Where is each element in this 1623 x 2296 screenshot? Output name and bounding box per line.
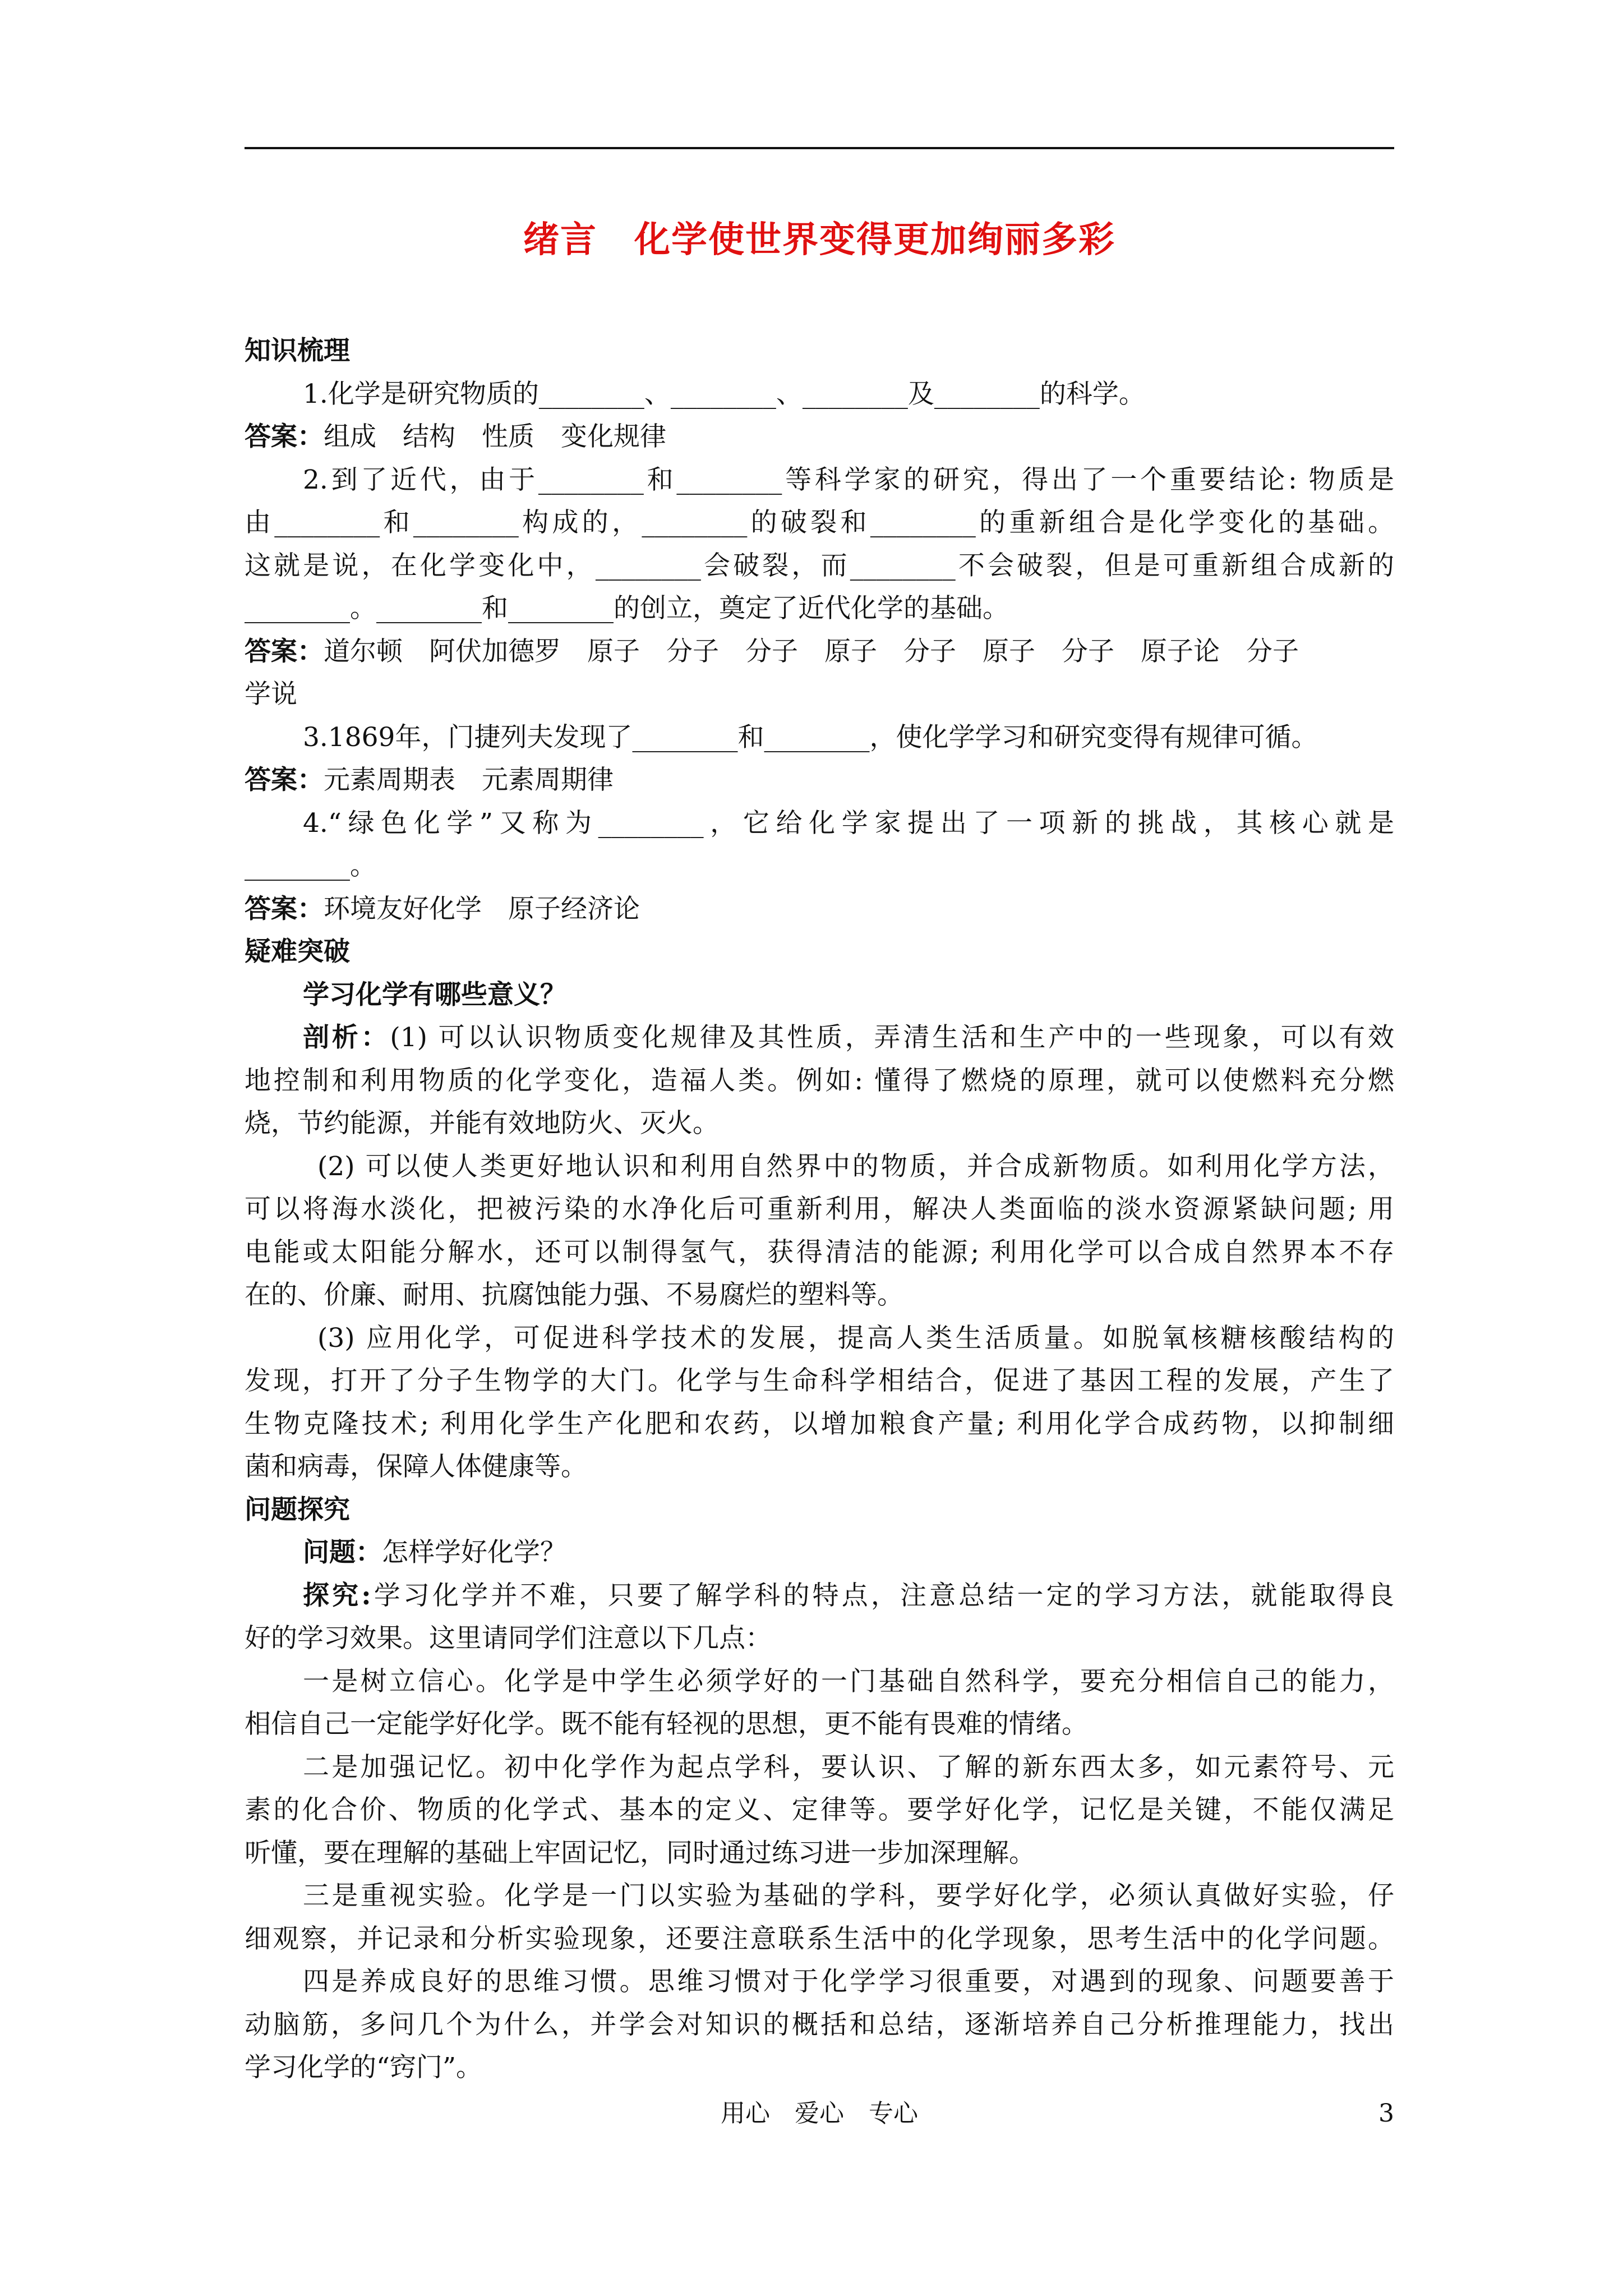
answer-label: 答案： [245, 421, 324, 452]
point-3-line-1: 三是重视实验。化学是一门以实验为基础的学科，要学好化学，必须认真做好实验，仔 [303, 1880, 1394, 1911]
analysis-2-line-2: 可以将海水淡化，把被污染的水净化后可重新利用，解决人类面临的淡水资源紧缺问题; 用 [245, 1194, 1394, 1225]
document-body [245, 330, 1394, 2090]
analysis-2-line-1: (2) 可以使人类更好地认识和利用自然界中的物质，并合成新物质。如利用化学方法， [317, 1151, 1394, 1182]
point-1-line-2: 相信自己一定能学好化学。既不能有轻视的思想，更不能有畏难的情绪。 [245, 1709, 1088, 1740]
point-2-line-2: 素的化合价、物质的化学式、基本的定义、定律等。要学好化学，记忆是关键，不能仅满足 [245, 1795, 1394, 1825]
answer-4 [245, 888, 1394, 931]
question-label: 问题： [303, 1537, 382, 1568]
answer-text: 道尔顿 阿伏加德罗 原子 分子 分子 原子 分子 原子 分子 原子论 分子 [324, 636, 1299, 667]
analysis-3-line-3: 生物克隆技术; 利用化学生产化肥和农药，以增加粮食产量; 利用化学合成药物，以抑制细 [245, 1408, 1394, 1439]
question-2-line-1: 2.到了近代，由于________和________等科学家的研究，得出了一个重要结论: 物质是 [303, 464, 1394, 495]
answer-2 [245, 631, 1394, 674]
point-2-line-1: 二是加强记忆。初中化学作为起点学科，要认识、了解的新东西太多，如元素符号、元 [303, 1751, 1394, 1783]
section-heading-knowledge: 知识梳理 [245, 335, 350, 366]
analysis-1-line-3: 烧，节约能源，并能有效地防火、灭火。 [245, 1108, 719, 1139]
answer-text: 组成 结构 性质 变化规律 [324, 421, 666, 452]
analysis-1-line-1: 剖析：(1) 可以认识物质变化规律及其性质，弄清生活和生产中的一些现象，可以有效 [303, 1022, 1394, 1053]
page-number: 3 [1378, 2099, 1394, 2128]
analysis-2-line-3: 电能或太阳能分解水，还可以制得氢气，获得清洁的能源; 利用化学可以合成自然界本不存 [245, 1236, 1394, 1268]
question-4-line-1: 4.“绿色化学”又称为________，它给化学家提出了一项新的挑战，其核心就是 [303, 807, 1394, 839]
section-heading-inquiry: 问题探究 [245, 1494, 350, 1525]
page-footer [245, 2091, 1394, 2136]
point-1-line-1: 一是树立信心。化学是中学生必须学好的一门基础自然科学，要充分相信自己的能力， [303, 1665, 1394, 1697]
section-heading-difficulty: 疑难突破 [245, 936, 350, 967]
answer-text: 环境友好化学 原子经济论 [324, 893, 640, 924]
sub-question: 学习化学有哪些意义？ [303, 979, 566, 1010]
answer-3 [245, 759, 1394, 802]
answer-2-continued: 学说 [245, 679, 297, 710]
exploration-line-1: 探究:学习化学并不难，只要了解学科的特点，注意总结一定的学习方法，就能取得良 [303, 1580, 1394, 1611]
analysis-label: 剖析： [303, 1022, 390, 1053]
answer-label: 答案： [245, 765, 324, 795]
point-4-line-1: 四是养成良好的思维习惯。思维习惯对于化学学习很重要，对遇到的现象、问题要善于 [303, 1966, 1394, 1997]
question-2-line-4: ________。________和________的创立，奠定了近代化学的基础。 [245, 593, 1009, 624]
analysis-3-line-4: 菌和病毒，保障人体健康等。 [245, 1451, 587, 1482]
inquiry-question: 问题：怎样学好化学？ [303, 1537, 566, 1568]
analysis-3-line-2: 发现，打开了分子生物学的大门。化学与生命科学相结合，促进了基因工程的发展，产生了 [245, 1365, 1394, 1396]
analysis-3-line-1: (3) 应用化学，可促进科学技术的发展，提高人类生活质量。如脱氧核糖核酸结构的 [317, 1322, 1394, 1354]
exploration-label: 探究: [303, 1580, 371, 1611]
point-4-line-3: 学习化学的“窍门”。 [245, 2052, 483, 2083]
point-4-line-2: 动脑筋，多问几个为什么，并学会对知识的概括和总结，逐渐培养自己分析推理能力，找出 [245, 2009, 1394, 2040]
point-3-line-2: 细观察，并记录和分析实验现象，还要注意联系生活中的化学现象，思考生活中的化学问题。 [245, 1923, 1394, 1954]
question-3: 3.1869年，门捷列夫发现了________和________，使化学学习和研究变得有规律可循。 [303, 721, 1318, 753]
point-2-line-3: 听懂，要在理解的基础上牢固记忆，同时通过练习进一步加深理解。 [245, 1837, 1035, 1869]
answer-label: 答案： [245, 636, 324, 667]
footer-motto: 用心 爱心 专心 [721, 2099, 918, 2128]
question-2-line-3: 这就是说，在化学变化中，________会破裂，而________不会破裂，但是可重新组合成新的 [245, 550, 1394, 581]
exploration-line-2: 好的学习效果。这里请同学们注意以下几点： [245, 1623, 772, 1654]
question-1: 1.化学是研究物质的________、________、________及________的科学。 [303, 378, 1145, 409]
analysis-1-line-2: 地控制和利用物质的化学变化，造福人类。例如: 懂得了燃烧的原理，就可以使燃料充分燃 [245, 1065, 1394, 1096]
page-title: 绪言 化学使世界变得更加绚丽多彩 [523, 219, 1115, 261]
header-rule [245, 147, 1394, 149]
question-2-line-2: 由________和________构成的，________的破裂和________的重新组合是化学变化的基础。 [245, 507, 1394, 538]
answer-text: 元素周期表 元素周期律 [324, 765, 614, 795]
answer-label: 答案： [245, 893, 324, 924]
question-4-line-2: ________。 [245, 850, 376, 881]
answer-1 [245, 416, 1394, 459]
analysis-2-line-4: 在的、价廉、耐用、抗腐蚀能力强、不易腐烂的塑料等。 [245, 1280, 903, 1310]
